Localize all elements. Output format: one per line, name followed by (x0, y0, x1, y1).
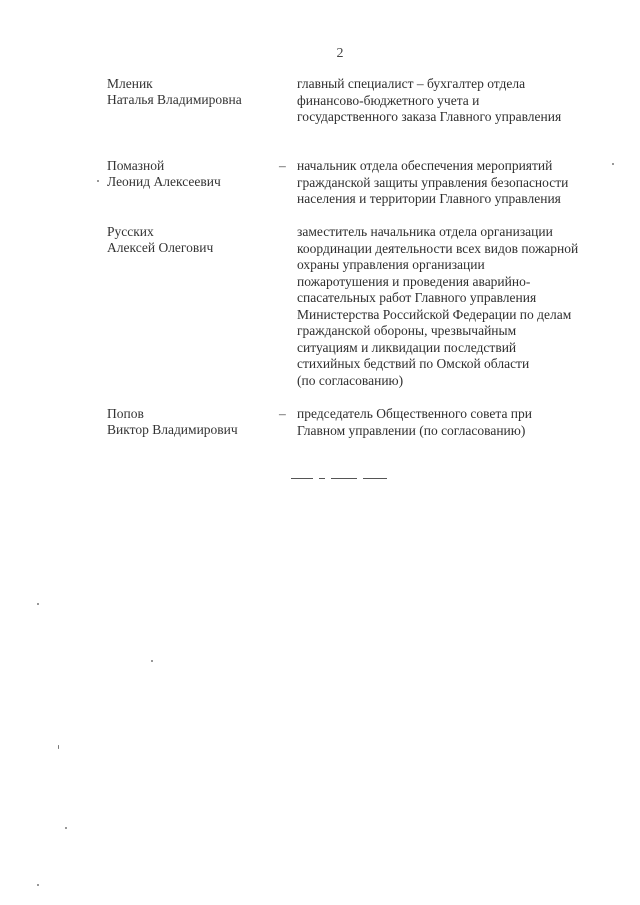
member-role (297, 406, 607, 439)
member-name (107, 406, 277, 438)
member-given-names: Наталья Владимировна (107, 92, 242, 107)
role-line: координации деятельности всех видов пожарной (297, 240, 579, 256)
role-line: заместитель начальника отдела организации (297, 224, 553, 239)
role-line: (по согласованию) (297, 372, 404, 388)
role-line: Главном управлении (по согласованию) (297, 422, 526, 438)
separator-dash: – (279, 158, 286, 173)
scan-speck (97, 180, 99, 182)
member-surname: Попов (107, 406, 144, 421)
scan-speck (612, 163, 614, 165)
role-line: охраны управления организации (297, 257, 485, 272)
member-surname: Мленик (107, 76, 153, 91)
member-surname: Русских (107, 224, 154, 239)
role-line: председатель Общественного совета при (297, 406, 533, 421)
scan-speck (58, 745, 59, 749)
member-surname: Помазной (107, 158, 165, 173)
role-line: спасательных работ Главного управления (297, 290, 537, 305)
role-line: Министерства Российской Федерации по делам (297, 306, 572, 322)
member-given-names: Алексей Олегович (107, 240, 214, 255)
member-given-names: Леонид Алексеевич (107, 174, 221, 189)
role-line: пожаротушения и проведения аварийно- (297, 273, 531, 289)
member-role (297, 224, 607, 389)
scan-speck (151, 660, 153, 662)
role-line: главный специалист – бухгалтер отдела (297, 76, 526, 91)
role-line: ситуациям и ликвидации последствий (297, 339, 517, 355)
role-line: стихийных бедствий по Омской области (297, 356, 530, 371)
role-line: финансово-бюджетного учета и (297, 92, 480, 108)
member-role (297, 158, 607, 208)
member-given-names: Виктор Владимирович (107, 422, 238, 437)
member-name (107, 224, 277, 256)
page-number: 2 (336, 46, 344, 61)
scan-speck (65, 827, 67, 829)
role-line: населения и территории Главного управления (297, 191, 561, 206)
closing-rule (291, 478, 387, 480)
role-line: гражданской защиты управления безопасности (297, 174, 569, 190)
member-role (297, 76, 607, 126)
role-line: начальник отдела обеспечения мероприятий (297, 158, 553, 173)
scan-speck (37, 884, 39, 886)
separator-dash: – (279, 406, 286, 421)
role-line: гражданской обороны, чрезвычайным (297, 323, 517, 338)
member-name (107, 158, 277, 190)
role-line: государственного заказа Главного управления (297, 109, 562, 124)
scan-speck (37, 603, 39, 605)
member-name (107, 76, 277, 108)
